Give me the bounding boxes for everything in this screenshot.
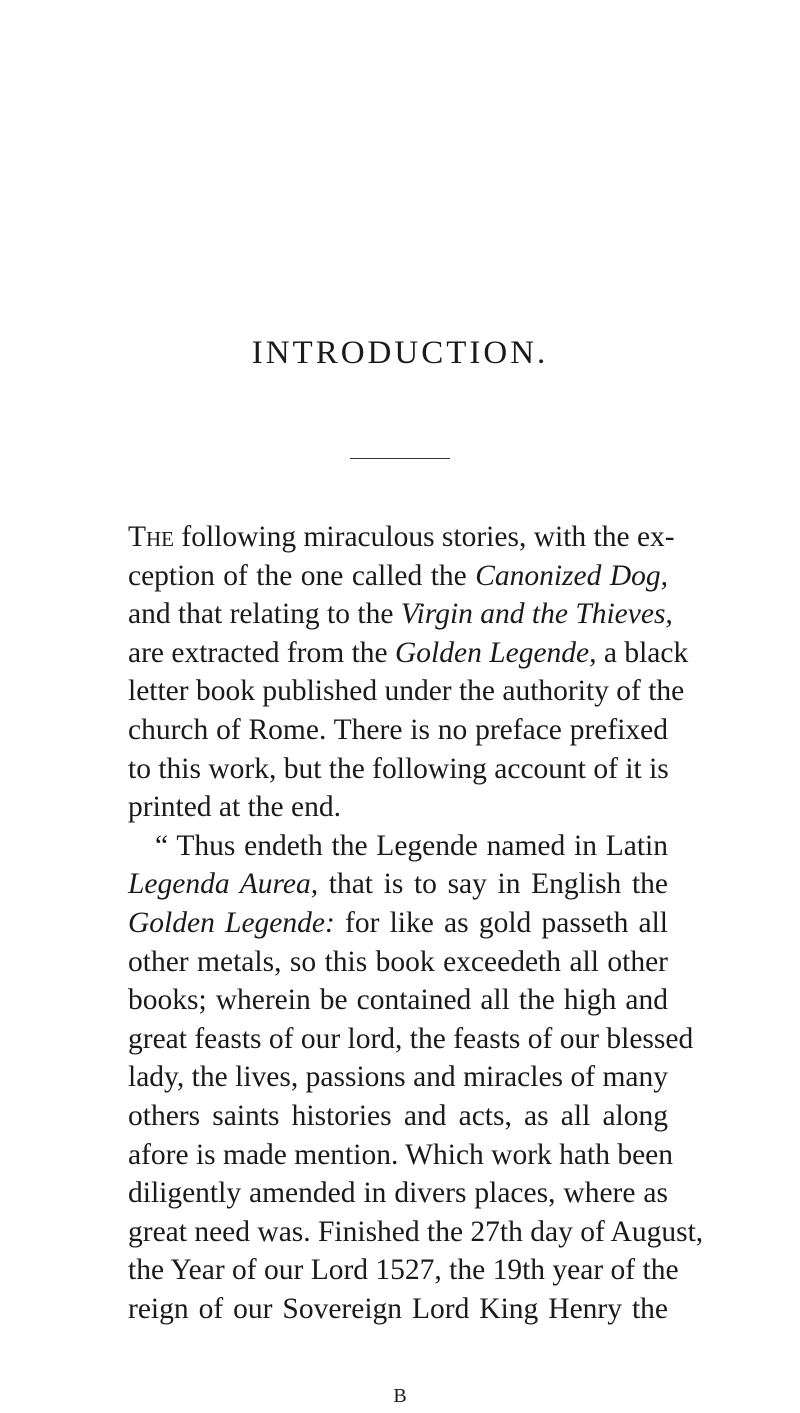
text-line bbox=[128, 636, 689, 669]
text-run: “ Thus endeth the Legende named in Latin bbox=[155, 829, 668, 862]
text-line bbox=[128, 598, 673, 631]
text-run: ception of the one called the bbox=[128, 559, 476, 592]
italic-title: Legenda Aurea, bbox=[128, 868, 319, 901]
text-line bbox=[128, 1295, 668, 1325]
signature-mark: B bbox=[393, 1385, 407, 1407]
text-run: lady, the lives, passions and miracles of many bbox=[128, 1061, 668, 1094]
text-line bbox=[128, 675, 685, 708]
text-line bbox=[128, 1138, 674, 1171]
text-run: church of Rome. There is no preface prefixed bbox=[128, 714, 668, 746]
text-line bbox=[128, 1022, 694, 1055]
text-run: for like as gold passeth all bbox=[334, 907, 668, 939]
text-run: to this work, but the following account of it is bbox=[128, 752, 669, 785]
text-line bbox=[128, 521, 675, 553]
text-run: others saints histories and acts, as all along bbox=[128, 1100, 668, 1132]
text-run: afore is made mention. Which work hath been bbox=[128, 1138, 674, 1171]
text-line bbox=[128, 716, 668, 746]
italic-title: Golden Legende, bbox=[394, 636, 597, 669]
text-run: books; wherein be contained all the high and bbox=[128, 984, 668, 1017]
page-title: INTRODUCTION. bbox=[251, 335, 549, 371]
text-run: printed at the end. bbox=[128, 791, 341, 824]
text-line bbox=[128, 1215, 704, 1248]
text-run: and that relating to the bbox=[128, 598, 401, 631]
text-run: that is to say in English the bbox=[318, 868, 668, 901]
text-line bbox=[128, 1063, 668, 1093]
italic-title: Golden Legende: bbox=[128, 907, 335, 939]
text-line bbox=[128, 1254, 679, 1287]
text-line bbox=[128, 752, 669, 785]
text-line bbox=[155, 829, 668, 862]
text-run: other metals, so this book exceedeth all other bbox=[128, 945, 668, 978]
text-run: following miraculous stories, with the ex- bbox=[174, 521, 675, 553]
text-run: letter book published under the authority of the bbox=[128, 675, 685, 708]
title-divider bbox=[350, 458, 450, 459]
text-line bbox=[128, 986, 668, 1016]
text-run: great need was. Finished the 27th day of August, bbox=[128, 1215, 704, 1248]
text-line bbox=[128, 1179, 668, 1209]
text-line bbox=[128, 1102, 668, 1132]
text-run: a black bbox=[596, 636, 689, 669]
text-line bbox=[128, 870, 668, 900]
italic-title: Virgin and the Thieves, bbox=[400, 598, 673, 631]
text-line bbox=[128, 909, 668, 939]
text-run: are extracted from the bbox=[128, 636, 395, 669]
text-run: diligently amended in divers places, where as bbox=[128, 1177, 668, 1210]
text-run: the Year of our Lord 1527, the 19th year of the bbox=[128, 1254, 679, 1287]
italic-title: Canonized Dog, bbox=[475, 559, 669, 592]
text-line bbox=[128, 793, 668, 823]
text-run: great feasts of our lord, the feasts of our blessed bbox=[128, 1022, 694, 1055]
text-run: The bbox=[128, 521, 175, 553]
text-line bbox=[128, 559, 669, 592]
text-line bbox=[128, 945, 668, 978]
text-run: reign of our Sovereign Lord King Henry the bbox=[128, 1293, 668, 1325]
